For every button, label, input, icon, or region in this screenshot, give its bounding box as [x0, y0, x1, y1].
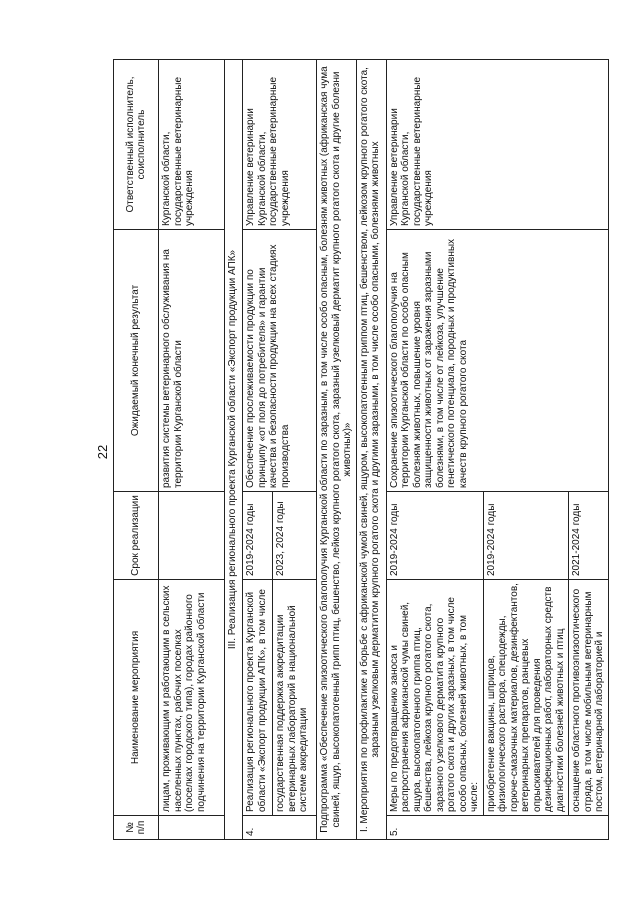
cell-period: 2019-2024 годы — [386, 492, 483, 580]
cell-num — [159, 816, 225, 840]
header-period: Срок реализации — [114, 492, 159, 580]
section-heading-row — [356, 60, 386, 840]
cell-result: Обеспечение прослеживаемости продукции по принципу «от поля до потребителя» и гарантии качества и безопасности продукции на всех стадиях производства — [243, 230, 317, 492]
cell-name: приобретение вакцины, шприцов, физиологического раствора, спецодежды, горюче-смазочных материалов, дезинфектантов, ветеринарных препаратов, ранцевых опрыскивателей для проведения дезинфекционных работ, лабораторных средств диагностики болезней животных и птиц — [483, 580, 569, 816]
cell-executor: Управление ветеринарии Курганской области, государственные ветеринарные учреждения — [386, 60, 609, 230]
cell-result: развития системы ветеринарного обслуживания на территории Курганской области — [159, 230, 225, 492]
rotated-table-container — [113, 60, 640, 840]
cell-num: 4. — [243, 816, 317, 840]
subprogram-row — [317, 60, 357, 840]
header-name: Наименование мероприятия — [114, 580, 159, 816]
section-heading-row — [225, 60, 243, 840]
header-num: № п/п — [114, 816, 159, 840]
cell-name: оснащение областного противоэпизоотического отряда, в том числе мобильным ветеринарным постом, ветеринарной лабораторией и — [569, 580, 609, 816]
table-row — [159, 60, 225, 840]
table-header-row — [114, 60, 159, 840]
cell-period: 2019-2024 годы — [243, 492, 273, 580]
header-result: Ожидаемый конечный результат — [114, 230, 159, 492]
header-executor: Ответственный исполнитель, соисполнитель — [114, 60, 159, 230]
cell-name: Реализация регионального проекта Курганской области «Экспорт продукции АПК», в том числе — [243, 580, 273, 816]
section-heading: III. Реализация регионального проекта Курганской области «Экспорт продукции АПК» — [225, 60, 243, 840]
cell-num: 5. — [386, 816, 609, 840]
cell-name: лицам, проживающим и работающим в сельских населенных пунктах, рабочих поселках (поселках городского типа), городах районного подчинения на территории Курганской области — [159, 580, 225, 816]
cell-executor: Курганской области, государственные ветеринарные учреждения — [159, 60, 225, 230]
cell-period: 2019-2024 годы — [483, 492, 569, 580]
cell-name: государственная поддержка аккредитации ветеринарных лабораторий в национальной системе аккредитации — [273, 580, 317, 816]
measures-table — [113, 59, 609, 840]
cell-period: 2021-2024 годы — [569, 492, 609, 580]
cell-name: Меры по предотвращению заноса и распространения африканской чумы свиней, ящура, высокопатогенного гриппа птиц, бешенства, лейкоза крупного рогатого скота, заразного узелкового дерматита крупного рогатого скота и других заразных, в том числе особо опасных, болезней животных, в том числе: — [386, 580, 483, 816]
cell-period — [159, 492, 225, 580]
subprogram-heading: Подпрограмма «Обеспечение эпизоотического благополучия Курганской области по заразным, в том числе особо опасным, болезням животных (африканская чума свиней, ящур, высокопатогенный грипп птиц, бешенство, лейкоз крупного рогатого скота, заразный узелковый дерматит крупного рогатого скота и другие болезни животных)» — [317, 60, 357, 840]
section-heading: I. Мероприятия по профилактике и борьбе с африканской чумой свиней, ящуром, высокопатогенным гриппом птиц, бешенством, лейкозом крупного рогатого скота, заразным узелковым дерматитом крупного рогатого скота и другими заразными, в том числе особо опасными, болезнями животных — [356, 60, 386, 840]
cell-period: 2023, 2024 годы — [273, 492, 317, 580]
cell-executor: Управление ветеринарии Курганской области, государственные ветеринарные учреждения — [243, 60, 317, 230]
page-number: 22 — [95, 444, 110, 460]
table-row — [386, 60, 483, 840]
cell-result: Сохранение эпизоотического благополучия на территории Курганской области по особо опасным болезням животных, повышение уровня защищенности животных от заражения заразными болезнями, в том числе от лейкоза, улучшение генетического потенциала, породных и продуктивных качеств крупного рогатого скота — [386, 230, 609, 492]
table-row — [243, 60, 273, 840]
